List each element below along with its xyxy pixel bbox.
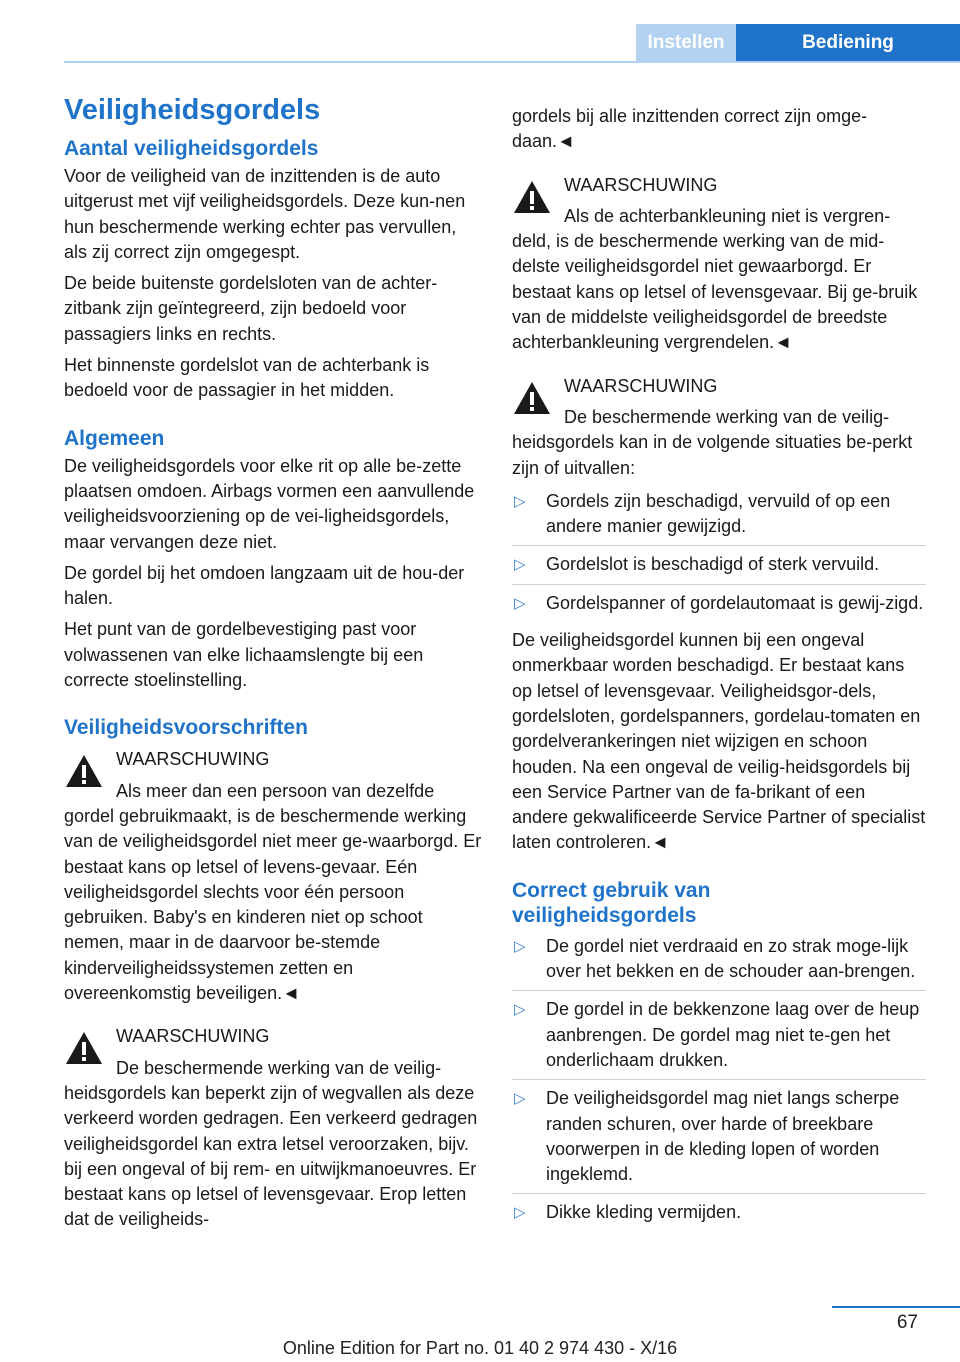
usage-list bbox=[512, 934, 926, 1232]
left-column bbox=[64, 92, 482, 1233]
paragraph: De veiligheidsgordels voor elke rit op alle be-zette plaatsen omdoen. Airbags vormen een aanvullende veiligheidsvoorziening op de vei-ligheidsgordels, maar vervangen deze niet. bbox=[64, 455, 475, 552]
right-column bbox=[512, 104, 926, 1238]
heading-algemeen: Algemeen bbox=[64, 426, 165, 450]
list-item: ▷ De gordel niet verdraaid en zo strak moge-lijk over het bekken en de schouder aan-brengen. bbox=[512, 934, 926, 992]
paragraph: Het binnenste gordelslot van de achterbank is bedoeld voor de passagier in het midden. bbox=[64, 355, 430, 401]
paragraph: Het punt van de gordelbevestiging past voor volwassenen van elke lichaamslengte bij een correcte stoelinstelling. bbox=[64, 619, 424, 691]
warning-label: WAARSCHUWING bbox=[116, 1026, 270, 1047]
warning-text: Als de achterbankleuning niet is vergren-deld, is de beschermende werking van de mid-delste veiligheidsgordel niet gewaarborgd. Er bestaat kans op letsel of levensgevaar. Bij ge-bruik van de middelste veiligheidsgordel de breedste achterbankleuning vergrendelen.◄ bbox=[512, 205, 918, 353]
list-item: ▷ Dikke kleding vermijden. bbox=[512, 1200, 926, 1231]
list-item: ▷ Gordels zijn beschadigd, vervuild of op een andere manier gewijzigd. bbox=[512, 489, 926, 547]
paragraph: Voor de veiligheid van de inzittenden is de auto uitgerust met vijf veiligheidsgordels. Deze kun-nen hun beschermende werking echter pas vervullen, als zij correct zijn omgegespt. bbox=[64, 166, 466, 262]
warning-icon bbox=[64, 1030, 104, 1066]
situation-list bbox=[512, 489, 926, 622]
header-rule bbox=[64, 61, 960, 63]
footer-rule bbox=[832, 1306, 960, 1308]
tab-instellen[interactable]: Instellen bbox=[636, 24, 736, 62]
paragraph-continued: gordels bij alle inzittenden correct zijn omge-daan.◄ bbox=[512, 106, 868, 152]
warning-icon bbox=[64, 753, 104, 789]
tab-bediening[interactable]: Bediening bbox=[736, 24, 960, 62]
page-title: Veiligheidsgordels bbox=[64, 94, 321, 126]
warning-icon bbox=[512, 380, 552, 416]
triangle-bullet-icon: ▷ bbox=[514, 1001, 526, 1019]
warning-block bbox=[64, 747, 482, 1006]
triangle-bullet-icon: ▷ bbox=[514, 1090, 526, 1108]
warning-text: Als meer dan een persoon van dezelfde gordel gebruikmaakt, is de beschermende werking van de veiligheidsgordel niet meer ge-waarborgd. Er bestaat kans op letsel of levens-gevaar. Eén veiligheidsgordel slechts voor één persoon gebruiken. Baby's en kinderen niet op schoot nemen, maar in de daarvoor be-stemde kinderveiligheidssystemen zetten en overeenkomstig beveiligen.◄ bbox=[64, 780, 482, 1004]
triangle-bullet-icon: ▷ bbox=[514, 492, 526, 510]
warning-block bbox=[512, 173, 926, 356]
list-item: ▷ De gordel in de bekkenzone laag over de heup aanbrengen. De gordel mag niet te-gen het onderlichaam drukken. bbox=[512, 997, 926, 1080]
page-number: 67 bbox=[896, 1312, 918, 1333]
warning-label: WAARSCHUWING bbox=[564, 174, 718, 195]
triangle-bullet-icon: ▷ bbox=[514, 556, 526, 574]
heading-veiligheidsvoorschriften: Veiligheidsvoorschriften bbox=[64, 716, 308, 740]
heading-aantal: Aantal veiligheidsgordels bbox=[64, 137, 319, 160]
list-item: ▷ Gordelslot is beschadigd of sterk vervuild. bbox=[512, 552, 926, 584]
warning-label: WAARSCHUWING bbox=[116, 749, 270, 770]
list-item: ▷ Gordelspanner of gordelautomaat is gewij-zigd. bbox=[512, 591, 926, 622]
warning-text: De beschermende werking van de veilig-heidsgordels kan beperkt zijn of wegvallen als deze verkeerd worden gedragen. Een verkeerd gedragen veiligheidsgordel kan extra letsel veroorzaken, bijv. bij een ongeval of bij rem- en uitwijkmanoeuvres. Er bestaat kans op letsel of levensgevaar. Erop letten dat de veiligheids- bbox=[64, 1057, 478, 1230]
heading-correct-gebruik: Correct gebruik van veiligheidsgordels bbox=[512, 878, 711, 927]
footer-edition: Online Edition for Part no. 01 40 2 974 430 - X/16 bbox=[282, 1338, 678, 1358]
paragraph: De veiligheidsgordel kunnen bij een ongeval onmerkbaar worden beschadigd. Er bestaat kans op letsel of levensgevaar. Veiligheidsgor-dels, gordelsloten, gordelspanners, gordelau-tomaten en gordelverankeringen niet wijzigen en schoon houden. Na een ongeval de veilig-heidsgordels bij een Service Partner van de fa-brikant of een andere gekwalificeerde Service Partner of specialist laten controleren.◄ bbox=[512, 630, 926, 853]
warning-block bbox=[64, 1024, 482, 1232]
list-item: ▷ De veiligheidsgordel mag niet langs scherpe randen schuren, over harde of breekbare voorwerpen in de kleding lopen of worden ingeklemd. bbox=[512, 1086, 926, 1194]
paragraph: De gordel bij het omdoen langzaam uit de hou-der halen. bbox=[64, 562, 465, 609]
triangle-bullet-icon: ▷ bbox=[514, 1204, 526, 1222]
warning-block bbox=[512, 374, 926, 481]
warning-label: WAARSCHUWING bbox=[564, 375, 718, 396]
chapter-tabs bbox=[636, 24, 960, 62]
paragraph: De beide buitenste gordelsloten van de achter-zitbank zijn geïntegreerd, zijn bedoeld voor passagiers links en rechts. bbox=[64, 273, 438, 344]
warning-icon bbox=[512, 179, 552, 215]
warning-text: De beschermende werking van de veilig-heidsgordels kan in de volgende situaties be-perkt zijn of uitvallen: bbox=[512, 406, 913, 478]
triangle-bullet-icon: ▷ bbox=[514, 937, 526, 955]
triangle-bullet-icon: ▷ bbox=[514, 594, 526, 612]
